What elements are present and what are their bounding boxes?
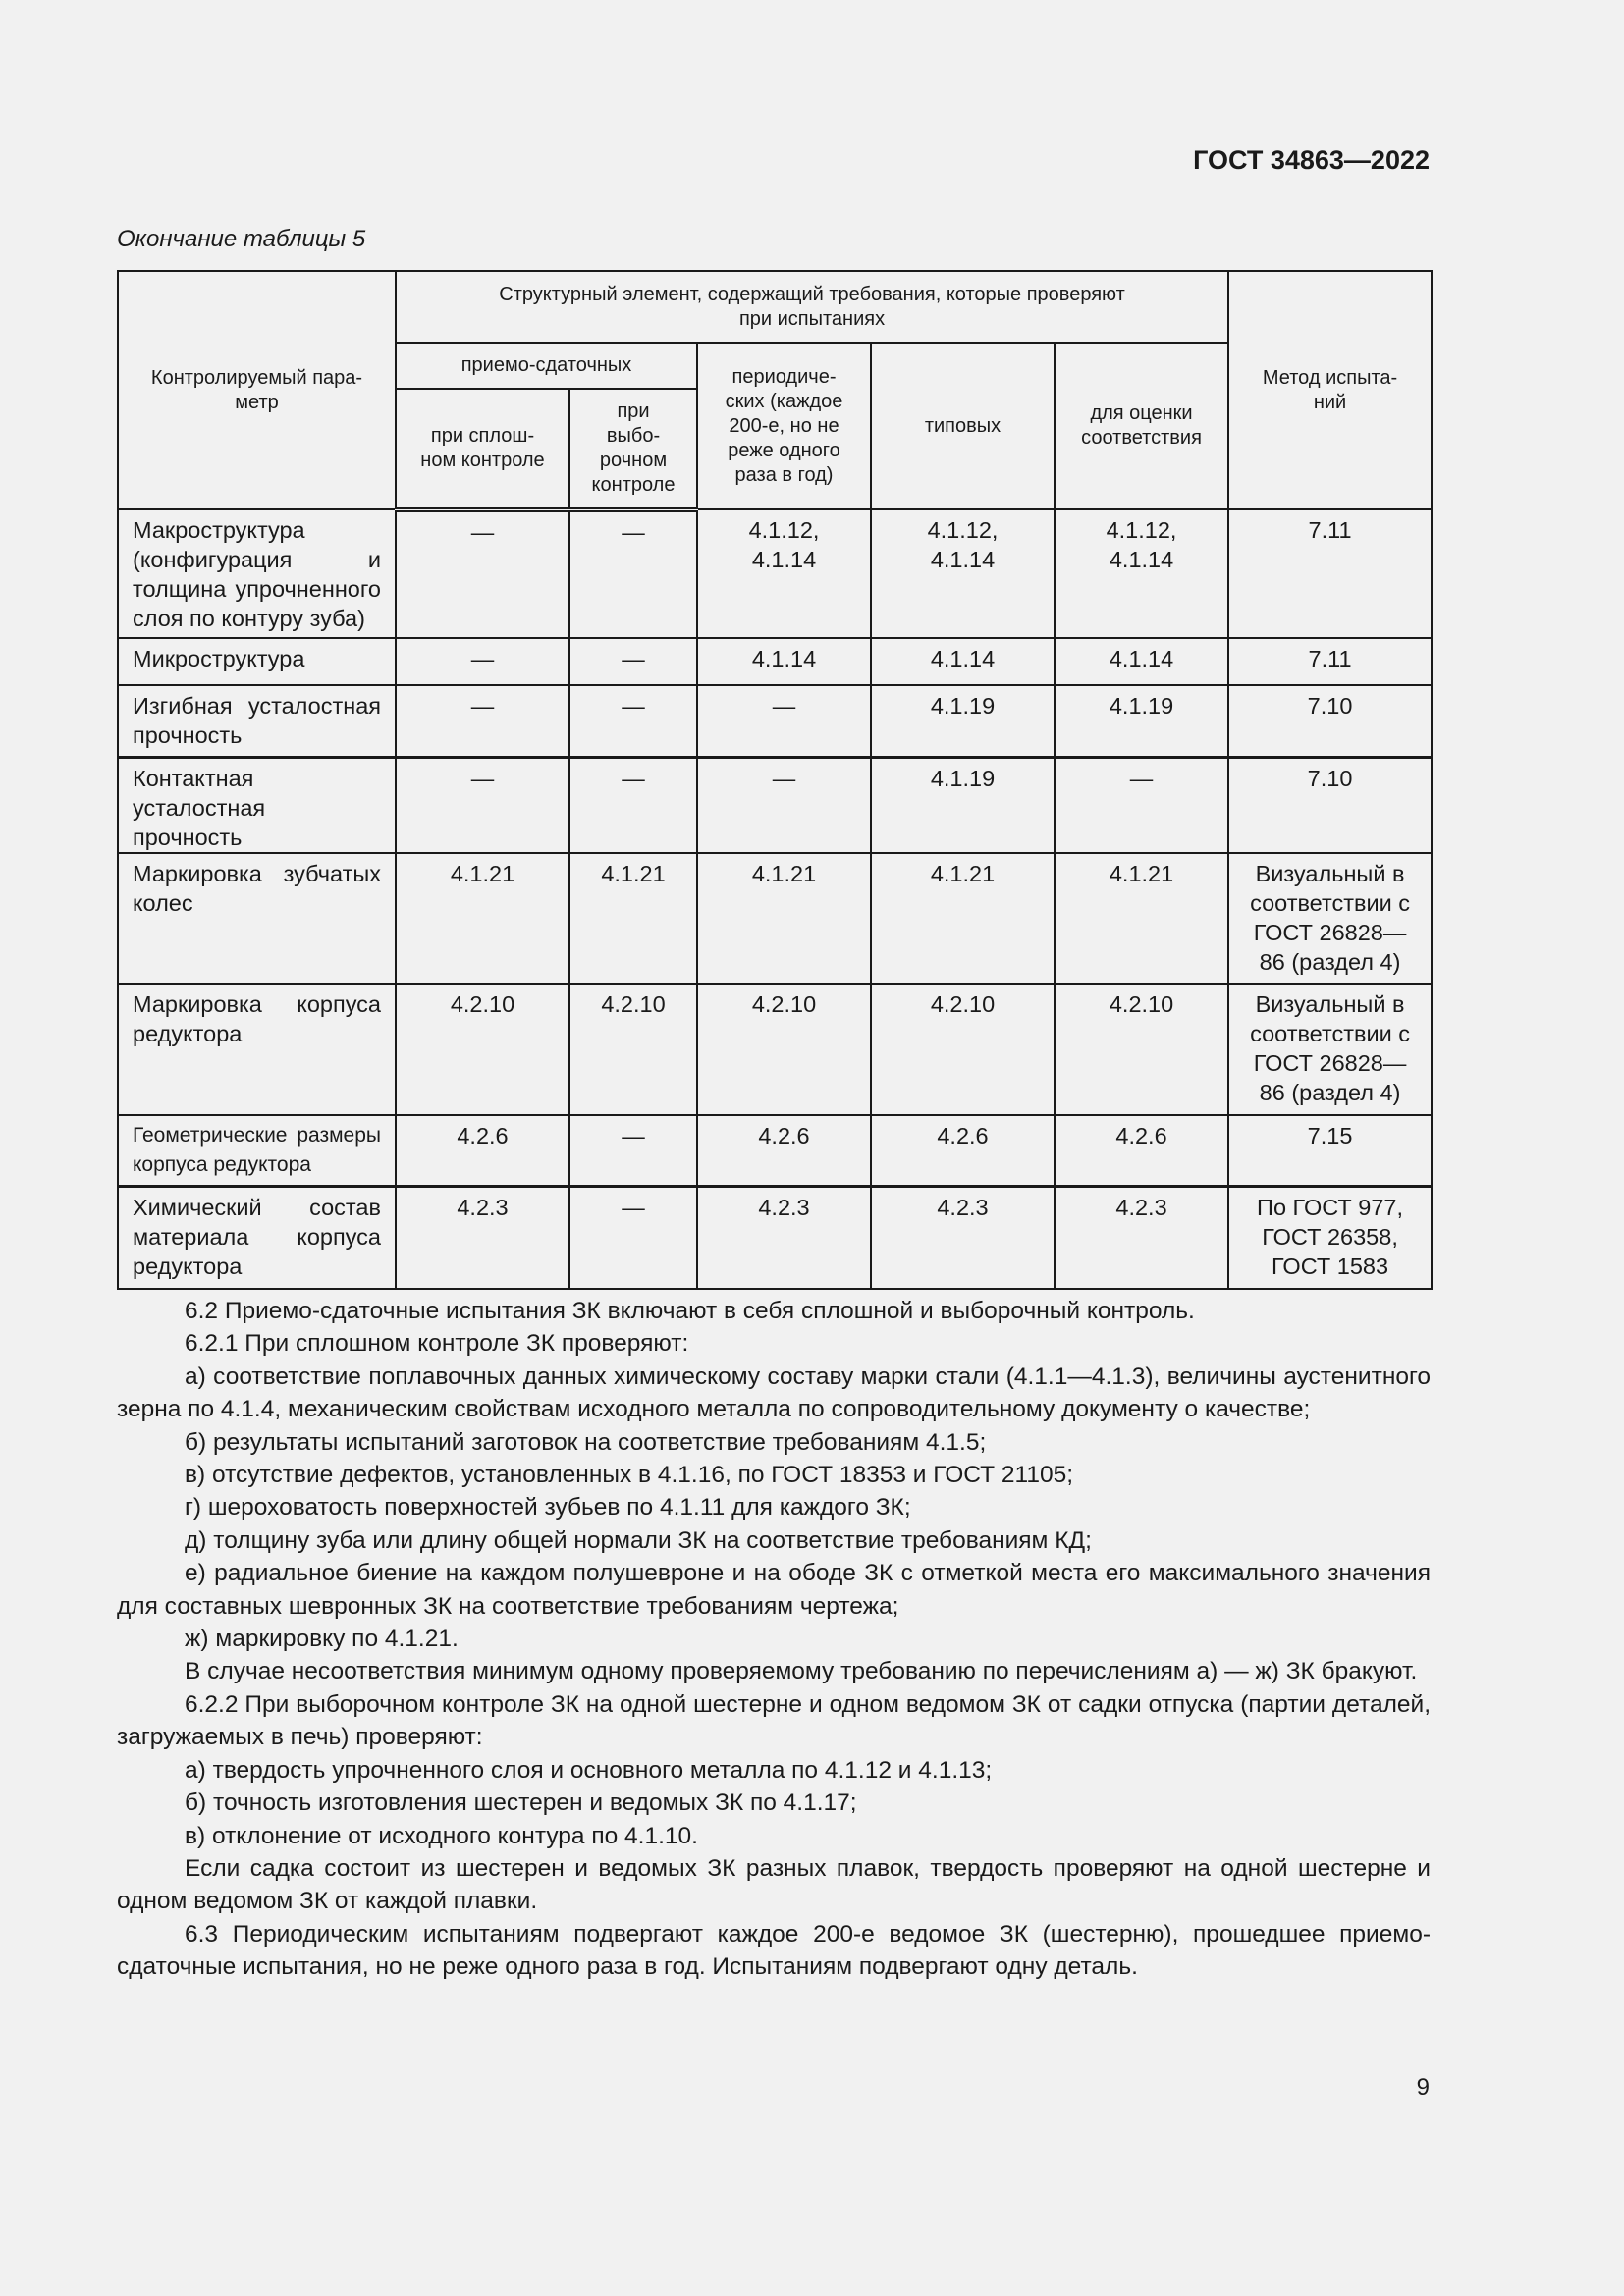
param-cell: Микроструктура bbox=[118, 638, 396, 685]
sample-cell: — bbox=[569, 1115, 697, 1187]
conformity-cell: 4.2.10 bbox=[1055, 984, 1228, 1115]
type-cell: 4.2.6 bbox=[871, 1115, 1055, 1187]
conformity-cell: 4.1.14 bbox=[1055, 638, 1228, 685]
type-cell: 4.1.12, 4.1.14 bbox=[871, 509, 1055, 638]
periodic-cell: — bbox=[697, 685, 871, 757]
header-group bbox=[396, 271, 1228, 343]
periodic-cell: 4.1.12, 4.1.14 bbox=[697, 509, 871, 638]
method-cell: Визуальный в соответствии с ГОСТ 26828— 86 (раздел 4) bbox=[1228, 984, 1432, 1115]
document-number: ГОСТ 34863—2022 bbox=[1193, 145, 1430, 175]
full-cell: 4.1.21 bbox=[396, 853, 569, 984]
periodic-cell: 4.1.14 bbox=[697, 638, 871, 685]
sample-cell: — bbox=[569, 685, 697, 757]
table-row bbox=[118, 509, 1432, 638]
periodic-cell: 4.1.21 bbox=[697, 853, 871, 984]
header-periodic-label: периодиче- ских (каждое 200-е, но не реже одного раза в год) bbox=[725, 365, 843, 486]
paragraph: б) результаты испытаний заготовок на соответствие требованиям 4.1.5; bbox=[185, 1428, 987, 1456]
conformity-cell: 4.1.19 bbox=[1055, 685, 1228, 757]
full-cell: 4.2.10 bbox=[396, 984, 569, 1115]
header-acceptance-label: приемо-сдаточных bbox=[460, 354, 632, 376]
type-cell: 4.2.10 bbox=[871, 984, 1055, 1115]
method-cell: 7.15 bbox=[1228, 1115, 1432, 1187]
paragraph: в) отсутствие дефектов, установленных в 4.1.16, по ГОСТ 18353 и ГОСТ 21105; bbox=[185, 1462, 1074, 1489]
paragraph: 6.2.2 При выборочном контроле ЗК на одной шестерне и одном ведомом ЗК от садки отпуска (партии деталей, загружаемых в печь) проверяют: bbox=[117, 1690, 1431, 1751]
header-sample bbox=[569, 389, 697, 509]
header-method bbox=[1228, 271, 1432, 509]
sample-cell: — bbox=[569, 638, 697, 685]
inspection-table bbox=[117, 270, 1433, 1290]
method-cell: Визуальный в соответствии с ГОСТ 26828— 86 (раздел 4) bbox=[1228, 853, 1432, 984]
sample-cell: 4.2.10 bbox=[569, 984, 697, 1115]
table-caption: Окончание таблицы 5 bbox=[117, 226, 366, 252]
header-acceptance bbox=[396, 343, 697, 389]
param-cell: Макроструктура (конфигурация и толщина упрочненного слоя по контуру зуба) bbox=[118, 509, 396, 638]
type-cell: 4.1.14 bbox=[871, 638, 1055, 685]
type-cell: 4.1.21 bbox=[871, 853, 1055, 984]
sample-cell: 4.1.21 bbox=[569, 853, 697, 984]
header-full-label: при сплош- ном контроле bbox=[420, 424, 545, 471]
table-row bbox=[118, 757, 1432, 853]
header-conformity bbox=[1055, 343, 1228, 509]
param-cell: Химический состав материала корпуса редуктора bbox=[118, 1187, 396, 1289]
full-cell: 4.2.3 bbox=[396, 1187, 569, 1289]
param-cell: Маркировка корпуса редуктора bbox=[118, 984, 396, 1115]
paragraph: 6.2 Приемо-сдаточные испытания ЗК включают в себя сплошной и выборочный контроль. bbox=[185, 1298, 1195, 1324]
type-cell: 4.2.3 bbox=[871, 1187, 1055, 1289]
paragraph: в) отклонение от исходного контура по 4.1.10. bbox=[185, 1822, 698, 1849]
param-cell: Маркировка зубчатых колес bbox=[118, 853, 396, 984]
table-row bbox=[118, 638, 1432, 685]
table-row bbox=[118, 853, 1432, 984]
header-conformity-label: для оценки соответствия bbox=[1081, 402, 1202, 449]
type-cell: 4.1.19 bbox=[871, 757, 1055, 853]
type-cell: 4.1.19 bbox=[871, 685, 1055, 757]
paragraph: а) твердость упрочненного слоя и основного металла по 4.1.12 и 4.1.13; bbox=[185, 1756, 993, 1784]
method-cell: 7.11 bbox=[1228, 638, 1432, 685]
periodic-cell: 4.2.10 bbox=[697, 984, 871, 1115]
header-type bbox=[871, 343, 1055, 509]
full-cell: — bbox=[396, 509, 569, 638]
table-row bbox=[118, 984, 1432, 1115]
param-cell: Геометрические размеры корпуса редуктора bbox=[118, 1115, 396, 1187]
paragraph: Если садка состоит из шестерен и ведомых ЗК разных плавок, твердость проверяют на одной шестерне и одном ведомом ЗК от каждой плавки. bbox=[117, 1854, 1431, 1915]
table-row bbox=[118, 1115, 1432, 1187]
header-group-label: Структурный элемент, содержащий требования, которые проверяют при испытаниях bbox=[499, 283, 1125, 330]
body-text bbox=[117, 1295, 1431, 1984]
full-cell: 4.2.6 bbox=[396, 1115, 569, 1187]
header-periodic bbox=[697, 343, 871, 509]
paragraph: В случае несоответствия минимум одному проверяемому требованию по перечислениям а) — ж) ЗК бракуют. bbox=[185, 1658, 1418, 1685]
table-row bbox=[118, 1187, 1432, 1289]
header-full bbox=[396, 389, 569, 509]
paragraph: 6.3 Периодическим испытаниям подвергают каждое 200-е ведомое ЗК (шестерню), прошедшее приемо-сдаточные испытания, но не реже одного раза в год. Испытаниям подвергают одну деталь. bbox=[117, 1920, 1431, 1981]
header-sample-label: при выбо- рочном контроле bbox=[591, 400, 676, 496]
conformity-cell: 4.1.12, 4.1.14 bbox=[1055, 509, 1228, 638]
paragraph: б) точность изготовления шестерен и ведомых ЗК по 4.1.17; bbox=[185, 1789, 857, 1817]
paragraph: г) шероховатость поверхностей зубьев по 4.1.11 для каждого ЗК; bbox=[185, 1494, 911, 1522]
full-cell: — bbox=[396, 638, 569, 685]
method-cell: По ГОСТ 977, ГОСТ 26358, ГОСТ 1583 bbox=[1228, 1187, 1432, 1289]
conformity-cell: 4.1.21 bbox=[1055, 853, 1228, 984]
conformity-cell: 4.2.6 bbox=[1055, 1115, 1228, 1187]
method-cell: 7.11 bbox=[1228, 509, 1432, 638]
paragraph: а) соответствие поплавочных данных химическому составу марки стали (4.1.1—4.1.3), величины аустенитного зерна по 4.1.4, механическим свойствам исходного металла по сопроводительному документу о качестве; bbox=[117, 1362, 1431, 1423]
header-param bbox=[118, 271, 396, 509]
paragraph: д) толщину зуба или длину общей нормали ЗК на соответствие требованиям КД; bbox=[185, 1526, 1092, 1554]
periodic-cell: 4.2.6 bbox=[697, 1115, 871, 1187]
paragraph: е) радиальное биение на каждом полушевроне и на ободе ЗК с отметкой места его максимального значения для составных шевронных ЗК на соответствие требованиям чертежа; bbox=[117, 1560, 1431, 1620]
method-cell: 7.10 bbox=[1228, 685, 1432, 757]
page-number: 9 bbox=[1416, 2074, 1430, 2101]
paragraph: 6.2.1 При сплошном контроле ЗК проверяют: bbox=[185, 1330, 689, 1358]
header-method-label: Метод испыта- ний bbox=[1262, 366, 1398, 413]
periodic-cell: — bbox=[697, 757, 871, 853]
sample-cell: — bbox=[569, 757, 697, 853]
header-type-label: типовых bbox=[924, 414, 1001, 437]
sample-cell: — bbox=[569, 1187, 697, 1289]
paragraph: ж) маркировку по 4.1.21. bbox=[185, 1626, 459, 1653]
method-cell: 7.10 bbox=[1228, 757, 1432, 853]
param-cell: Изгибная усталостная прочность bbox=[118, 685, 396, 757]
sample-cell: — bbox=[569, 509, 697, 638]
periodic-cell: 4.2.3 bbox=[697, 1187, 871, 1289]
header-param-label: Контролируемый пара- метр bbox=[150, 366, 363, 413]
full-cell: — bbox=[396, 685, 569, 757]
full-cell: — bbox=[396, 757, 569, 853]
conformity-cell: — bbox=[1055, 757, 1228, 853]
table-row bbox=[118, 685, 1432, 757]
param-cell: Контактная усталостная прочность bbox=[118, 757, 396, 853]
conformity-cell: 4.2.3 bbox=[1055, 1187, 1228, 1289]
